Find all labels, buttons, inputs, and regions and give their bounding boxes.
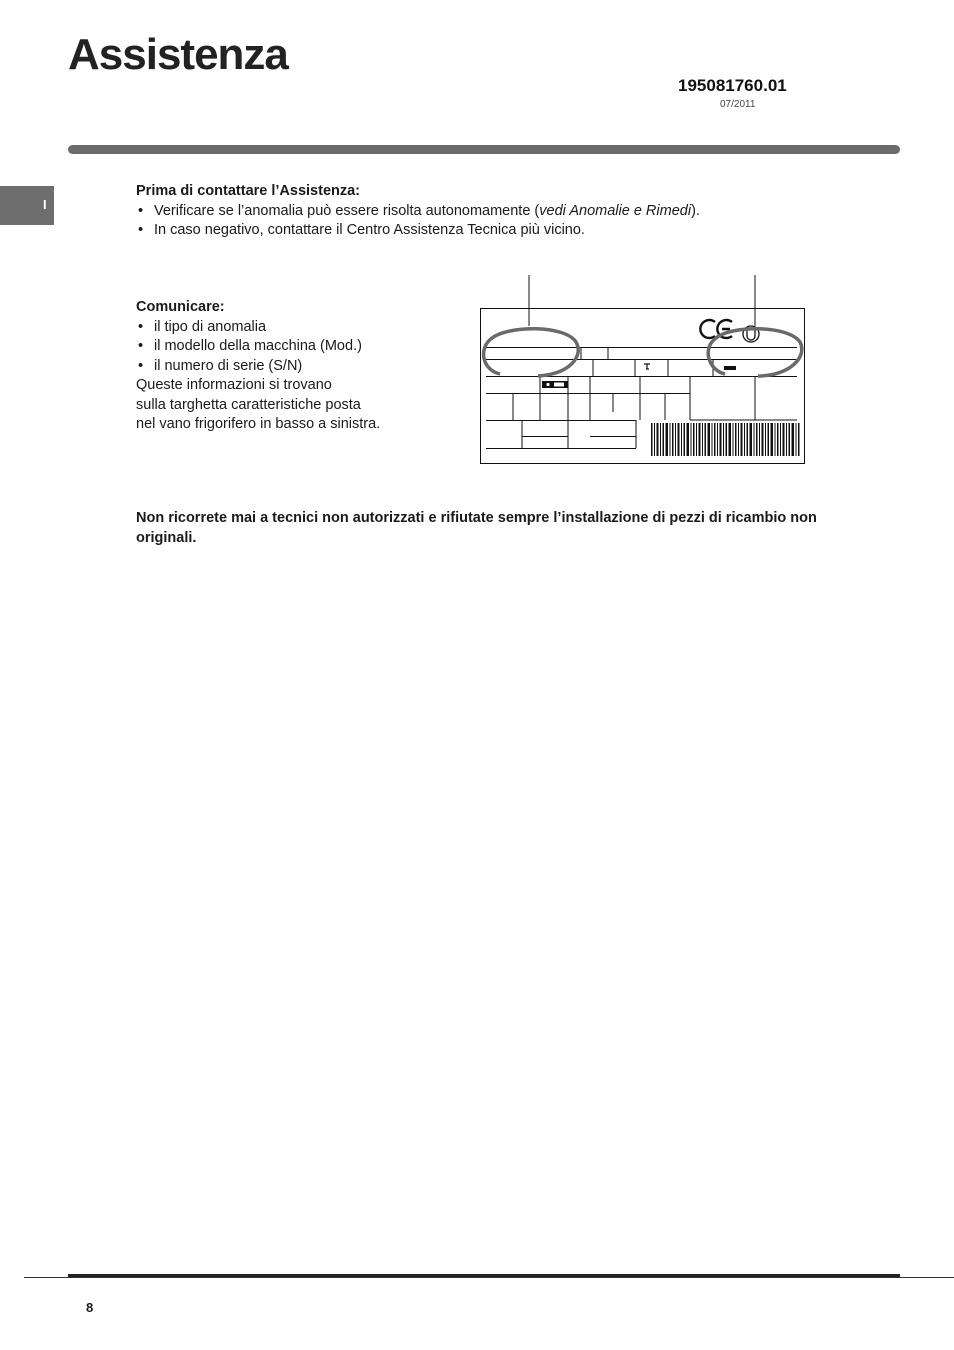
communicate-note-line-2: sulla targhetta caratteristiche posta [136,396,361,413]
fan-icon [542,381,568,388]
language-tab-label: I [43,197,47,212]
communicate-item-2: • il modello della macchina (Mod.) [136,337,466,357]
document-date: 07/2011 [720,99,756,110]
warning-text: Non ricorrete mai a tecnici non autorizzati e rifiutate sempre l’installazione di pezzi di ricambio non originali. [136,510,817,546]
plug-icon [644,364,650,369]
communicate-item-1: • il tipo di anomalia [136,318,466,338]
barcode [651,423,800,456]
before-contact-section [136,182,916,241]
communicate-item-3: • il numero di serie (S/N) [136,357,466,377]
communicate-note-line-1: Queste informazioni si trovano [136,377,332,393]
cooling-symbol-icon [724,366,736,370]
footer-divider-thin [24,1277,954,1278]
communicate-note-line-3: nel vano frigorifero in basso a sinistra. [136,416,381,432]
cross-reference: vedi Anomalie e Rimedi [539,202,692,219]
footer-divider [68,1274,900,1277]
page-title: Assistenza [68,30,288,79]
page-number: 8 [86,1300,94,1315]
document-code: 195081760.01 [678,76,787,95]
before-contact-item-2: • In caso negativo, contattare il Centro Assistenza Tecnica più vicino. [136,221,916,241]
language-tab [0,186,54,225]
communicate-heading: Comunicare: [136,299,225,315]
model-highlight-ellipse [484,329,579,376]
ce-mark-icon [700,320,732,338]
rating-plate-diagram [470,270,810,470]
header-divider [68,145,900,154]
communicate-section [136,298,466,435]
before-contact-heading: Prima di contattare l’Assistenza: [136,183,361,199]
before-contact-item-1: • Verificare se l’anomalia può essere risolta autonomamente (vedi Anomalie e Rimedi). [136,202,916,222]
